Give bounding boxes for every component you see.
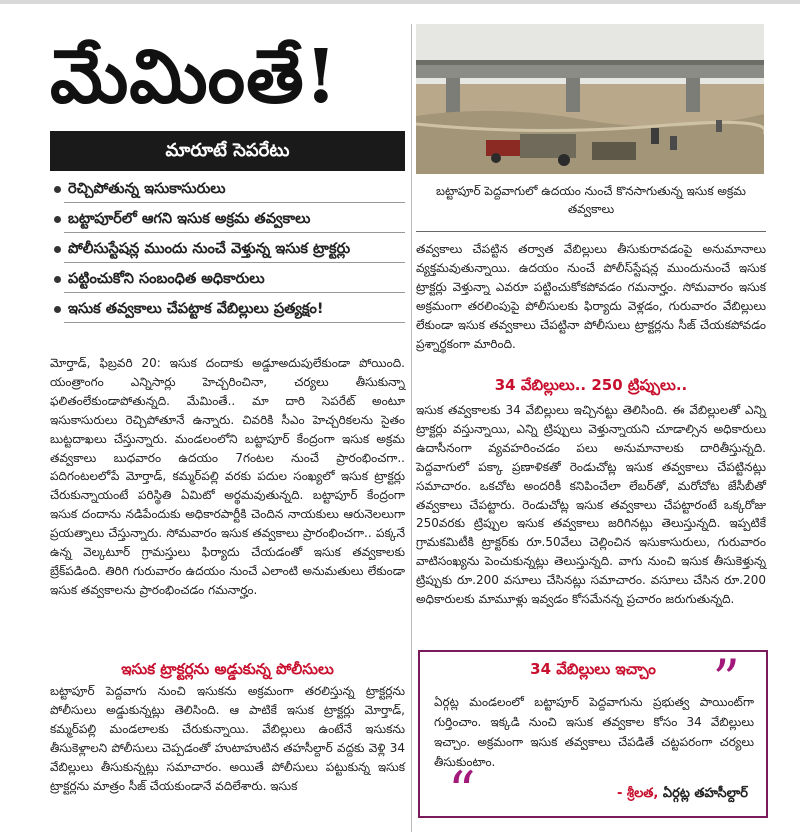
bullet-text: పోలీసుస్టేషన్ల ముందు నుంచే వెళ్తున్న ఇసుక ట్రాక్టర్లు bbox=[68, 241, 351, 257]
bullet-rule bbox=[64, 232, 405, 233]
quote-author-name: - శ్రీలత, bbox=[617, 786, 659, 801]
section-subhead: 34 వేబిల్లులు.. 250 ట్రిప్పులు.. bbox=[494, 376, 688, 394]
quote-title: 34 వేబిల్లులు ఇచ్చాం bbox=[530, 660, 656, 678]
bullet-text: బట్టాపూర్‌లో ఆగని ఇసుక అక్రమ తవ్వకాలు bbox=[68, 211, 311, 227]
bullet-rule bbox=[64, 322, 405, 323]
bullet-dot-icon bbox=[54, 216, 61, 223]
bullet-item bbox=[50, 206, 405, 233]
bullet-dot-icon bbox=[54, 246, 61, 253]
left-column-continued bbox=[50, 682, 405, 795]
column-divider bbox=[411, 24, 412, 832]
article-paragraph: ఇసుక తవ్వకాలకు 34 వేబిల్లులు ఇచ్చినట్టు తెలిసింది. ఈ వేబిల్లులతో ఎన్ని ట్రాక్టర్లు వస్తున్నాయి, ఎన్ని ట్రిప్పులు వెళ్తున్నాయని చూడాల్సిన అధికారులు ఉదాసీనంగా వ్యవహరించడం పలు అనుమానాలకు దారితీస్తున్నది. పెద్దవాగులో పక్కా ప్రణాళికతో రెండుచోట్ల ఇసుక తవ్వకాలు చేపట్టినట్లు సమాచారం. ఒకచోట అందరికీ కనిపించేలా లేబర్‌తో, మరోచోట జేసీబీతో తవ్వకాలు చేపట్టారు. రెండుచోట్ల ఇసుక తవ్వకాలు చేపట్టారంటే ఒక్కరోజు 250వరకు ట్రిప్పుల ఇసుక తవ్వకాలు జరిగినట్లు తెలుస్తున్నది. ఇప్పటికే గ్రామకమిటీకి ట్రాక్టర్‌కు రూ.50వేలు చెల్లించిన ఇసుకాసురులు, గురువారం వాటిసంఖ్యను పెంచుకున్నట్లు తెలుస్తున్నది. వాగు నుంచి ఇసుక తీసుకెళ్తున్న ట్రిప్పుకు రూ.200 వసూలు చేసినట్లు సమాచారం. వసూలు చేసిన రూ.200 అధికారులకు మామూళ్లు ఇవ్వడం కోసమేనన్న ప్రచారం జరుగుతున్నది. bbox=[416, 403, 766, 607]
bullet-item bbox=[50, 296, 405, 323]
section-subhead: ఇసుక ట్రాక్టర్లను అడ్డుకున్న పోలీసులు bbox=[121, 660, 334, 678]
article-paragraph: బట్టాపూర్ పెద్దవాగు నుంచి ఇసుకను అక్రమంగా తరలిస్తున్న ట్రాక్టర్లను పోలీసులు అడ్డుకున్నట్లు తెలిసింది. ఆ పాటికే ఇసుక ట్రాక్టర్లు మోర్తాడ్, కమ్మర్‌పల్లి మండలాలకు చేరుకున్నాయి. వేబిల్లులు ఉంటేనే ఇసుకను తీసుకెళ్లాలని పోలీసులు చెప్పడంతో హుటాహుటిన తహసీల్దార్ వద్దకు వెళ్లి 34 వేబిల్లులు తీసుకున్నట్లు సమాచారం. అయితే పోలీసులు పట్టుకున్న ఇసుక ట్రాక్టర్లను మాత్రం సీజ్ చేయకుండానే వదిలేశారు. ఇసుక bbox=[50, 684, 405, 793]
bullet-rule bbox=[64, 292, 405, 293]
bullet-dot-icon bbox=[54, 186, 61, 193]
quote-author-title: ఏర్గట్ల తహసీల్దార్ bbox=[662, 786, 748, 801]
photo-caption: బట్టాపూర్ పెద్దవాగులో ఉదయం నుంచే కొనసాగుతున్న ఇసుక అక్రమ తవ్వకాలు bbox=[436, 184, 746, 216]
bullet-item bbox=[50, 266, 405, 293]
top-rule bbox=[0, 0, 800, 4]
bullet-item bbox=[50, 176, 405, 203]
quote-box bbox=[418, 648, 768, 823]
article-paragraph: మోర్తాడ్, ఫిబ్రవరి 20: ఇసుక దందాకు అడ్డూఅదుపులేకుండా పోయింది. యంత్రాంగం ఎన్నిసార్లు హెచ్చరించినా, చర్యలు తీసుకున్నా ఫలితంలేకుండాపోతున్నది. మేమింతే.. మా దారి సెపరేట్ అంటూ ఇసుకాసురులు రెచ్చిపోతూనే ఉన్నారు. చివరికి సీఎం హెచ్చరికలను సైతం బుట్టదాఖలు చేస్తున్నారు. మండలంలోని బట్టాపూర్ కేంద్రంగా ఇసుక అక్రమ తవ్వకాలు బుధవారం ఉదయం 7గంటల నుంచే ప్రారంభించగా.. పదిగంటలలోపే మోర్తాడ్, కమ్మర్‌పల్లి వరకు పదుల సంఖ్యలో ఇసుక ట్రాక్టర్లు చేరుకున్నాయంటే పరిస్థితి ఏమిటో అర్థమవుతున్నది. బట్టాపూర్ కేంద్రంగా ఇసుక దందాను నడిపేందుకు అధికారపార్టీకి చెందిన నాయకులు ఆరునెలలుగా ప్రయత్నాలు చేస్తున్నారు. సోమవారం ఇసుక తవ్వకాలు ప్రారంభించగా.. పక్కనే ఉన్న వెల్కటూర్ గ్రామస్తులు ఫిర్యాదు చేయడంతో ఇసుక తవ్వకాలకు బ్రేక్‌పడింది. తిరిగి గురువారం ఉదయం నుంచే ఎలాంటి అనుమతులు లేకుండా ఇసుక తవ్వకాలను ప్రారంభించడం గమనార్హం. bbox=[50, 356, 405, 597]
headline: మేమింతే! bbox=[50, 34, 339, 120]
riverbed-bridge-image bbox=[416, 24, 764, 174]
subheadline: మారూటే సెపరేటు bbox=[50, 131, 405, 171]
bullet-text: పట్టించుకోని సంబంధిత అధికారులు bbox=[68, 271, 265, 287]
open-quote-icon: “ bbox=[448, 760, 476, 823]
right-column-mid bbox=[416, 401, 766, 609]
bullet-text: ఇసుక తవ్వకాలు చేపట్టాక వేబిల్లులు ప్రత్యక్షం! bbox=[68, 301, 324, 317]
close-quote-icon: ” bbox=[712, 648, 740, 711]
article-paragraph: తవ్వకాలు చేపట్టిన తర్వాత వేబిల్లులు తీసుకురావడంపై అనుమానాలు వ్యక్తమవుతున్నాయి. ఉదయం నుంచే పోలీస్‌స్టేషన్ల ముందునుంచే ఇసుక ట్రాక్టర్లు వెళ్తున్నా ఎవరూ పట్టించుకోకపోవడం గమనార్హం. సోమవారం ఇసుక అక్రమంగా తరలింపుపై పోలీసులకు ఫిర్యాదు వెళ్లడం, గురువారం వేబిల్లులు లేకుండా ఇసుక తవ్వకాలు చేపట్టినా పోలీసులు ట్రాక్టర్లను సీజ్ చేయకపోవడం ప్రశ్నార్థకంగా మారింది. bbox=[416, 242, 766, 351]
quote-author bbox=[617, 786, 748, 804]
bullet-text: రెచ్చిపోతున్న ఇసుకాసురులు bbox=[68, 181, 226, 197]
bullet-dot-icon bbox=[54, 276, 61, 283]
bullet-dot-icon bbox=[54, 306, 61, 313]
caption-rule bbox=[416, 231, 766, 232]
news-photo bbox=[416, 24, 764, 174]
bullet-list bbox=[50, 176, 405, 326]
right-column-top bbox=[416, 240, 766, 353]
left-column bbox=[50, 354, 405, 600]
bullet-rule bbox=[64, 202, 405, 203]
bullet-rule bbox=[64, 262, 405, 263]
quote-body: ఏర్గట్ల మండలంలో బట్టాపూర్ పెద్దవాగును ప్రభుత్వ పాయింట్‌గా గుర్తించాం. ఇక్కడి నుంచి ఇసుక తవ్వకాల కోసం 34 వేబిల్లులు ఇచ్చాం. అక్రమంగా ఇసుక తవ్వకాలు చేపడితే చట్టపరంగా చర్యలు తీసుకుంటాం. bbox=[434, 695, 754, 769]
bullet-item bbox=[50, 236, 405, 263]
